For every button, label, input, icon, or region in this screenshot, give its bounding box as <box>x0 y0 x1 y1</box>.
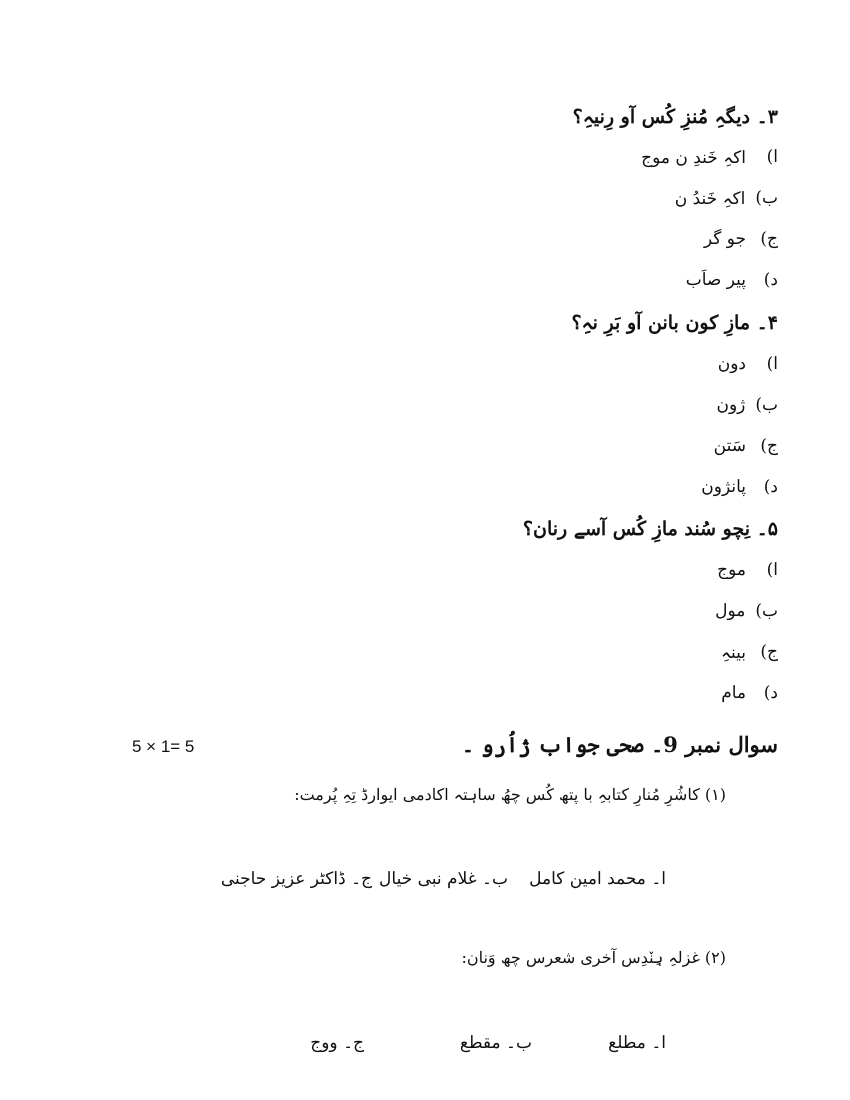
option-marker: ب) <box>755 395 778 415</box>
question-4-option-a[interactable] <box>718 354 778 374</box>
option-marker: د) <box>763 477 778 497</box>
option-text: ژون <box>716 395 746 415</box>
choice-text: غلام نبی خیال <box>379 869 477 889</box>
option-text: پانژون <box>701 477 746 497</box>
question-4-option-b[interactable] <box>716 395 778 415</box>
option-text: اکہِ خَندُ ن <box>674 189 746 209</box>
choice-text: مقطع <box>459 1033 501 1053</box>
question-4-option-c[interactable] <box>714 436 778 456</box>
option-marker: د) <box>763 683 778 703</box>
option-marker: ب) <box>755 601 778 621</box>
option-text: دون <box>717 354 746 374</box>
question-5-option-c[interactable] <box>721 642 778 663</box>
question-3-option-c[interactable] <box>704 229 778 249</box>
option-marker: ج) <box>760 436 778 456</box>
choice-marker: ج۔ <box>351 869 372 889</box>
question-4-heading: ۴۔ مازِ کون بانن آو بَرِ نہِ؟ <box>571 312 778 334</box>
option-text: اکہِ خَندِ ن موج <box>641 148 746 168</box>
choice-marker: ا۔ <box>651 869 666 889</box>
section-9-title: سوال نمبر 9۔ صحی جواب ژاُرو ۔ <box>461 732 778 757</box>
option-text: سَتن <box>713 436 746 456</box>
question-5-option-a[interactable] <box>717 560 778 580</box>
option-marker: ب) <box>755 188 778 208</box>
q2-choice-b[interactable] <box>460 1032 532 1053</box>
option-marker: ج) <box>760 229 778 249</box>
choice-text: مطلع <box>608 1033 646 1053</box>
option-text: مول <box>715 601 746 621</box>
choice-marker: ب۔ <box>482 869 508 889</box>
question-4-option-d[interactable] <box>701 477 778 497</box>
q1-choice-b[interactable] <box>379 868 508 889</box>
section-9-q2-choices <box>0 1032 850 1062</box>
section-9-q2-prompt: (۲) غزلہِ ہِنٚدِس آخری شعرس چھ وَنان: <box>461 948 726 967</box>
option-marker: د) <box>763 270 778 290</box>
choice-text: محمد امین کامل <box>529 869 646 889</box>
option-text: مام <box>721 683 746 703</box>
option-text: موج <box>717 560 746 580</box>
question-3-option-d[interactable] <box>686 270 778 290</box>
option-marker: ا) <box>766 147 778 167</box>
question-5-option-b[interactable] <box>715 601 778 621</box>
option-text: پیر صاَب <box>685 270 746 290</box>
option-text: بینہِ <box>721 643 746 663</box>
question-5-option-d[interactable] <box>721 683 778 703</box>
choice-marker: ب۔ <box>506 1033 532 1053</box>
option-text: جو گر <box>703 229 746 249</box>
q2-choice-c[interactable] <box>310 1032 364 1053</box>
question-3-option-a[interactable] <box>641 147 778 168</box>
q1-choice-a[interactable] <box>529 868 666 889</box>
q1-choice-c[interactable] <box>221 868 372 889</box>
section-9-score: 5 × 1= 5 <box>132 737 195 756</box>
choice-marker: ا۔ <box>651 1033 666 1053</box>
question-3-heading: ۳۔ دیگہِ مُنزِ کُس آو رِنیہِ؟ <box>572 106 778 128</box>
option-marker: ج) <box>760 642 778 662</box>
section-9-q1-prompt: (۱) کاشُرِ مُنارِ کتابہِ با پتھ کُس چھُ ساہتہ اکادمی ایوارڈ تِہِ پُرمت: <box>294 785 726 804</box>
choice-marker: ج۔ <box>343 1033 364 1053</box>
q2-choice-a[interactable] <box>608 1032 666 1053</box>
choice-text: ووج <box>310 1033 338 1053</box>
option-marker: ا) <box>766 354 778 374</box>
question-3-option-b[interactable] <box>675 188 778 209</box>
choice-text: ڈاکٹر عزیز حاجنی <box>220 869 346 889</box>
question-5-heading: ۵۔ نِچو سُند مازِ کُس آسے رنان؟ <box>522 518 778 540</box>
section-9-q1-choices <box>0 868 850 898</box>
option-marker: ا) <box>766 560 778 580</box>
